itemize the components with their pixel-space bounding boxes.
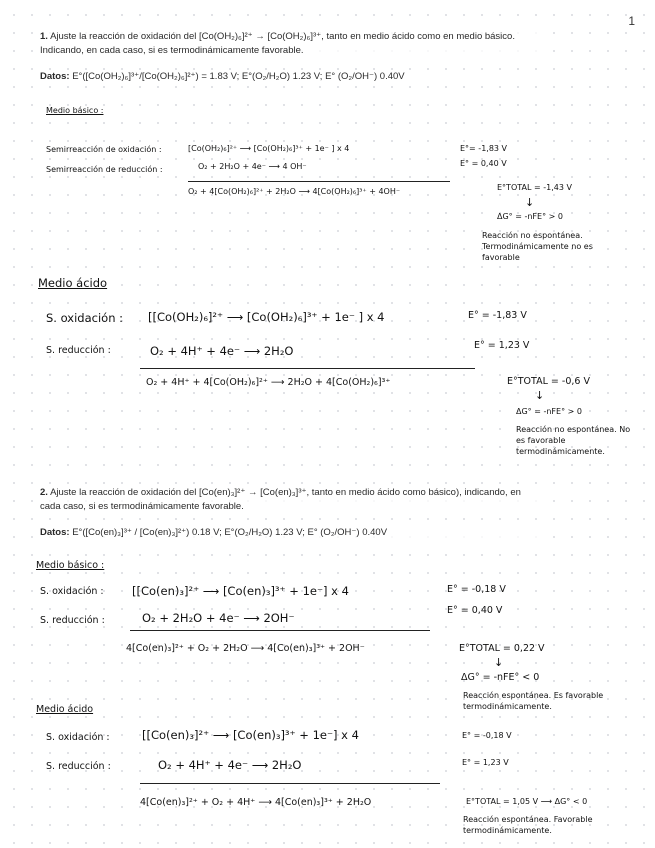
ex2-acid-header: Medio ácido: [36, 704, 94, 715]
ex1-basic-total-potential: E°TOTAL = -1,43 V: [497, 183, 572, 192]
down-arrow-icon: ↓: [525, 196, 535, 209]
ex2-basic-total-eq: 4[Co(en)₃]²⁺ + O₂ + 2H₂O ⟶ 4[Co(en)₃]³⁺ + 2OH⁻: [126, 643, 365, 654]
ex2-acid-ox-eq: [[Co(en)₃]²⁺ ⟶ [Co(en)₃]³⁺ + 1e⁻] x 4: [142, 728, 359, 742]
page-number: 1: [628, 14, 635, 28]
down-arrow-icon: ↓: [535, 389, 545, 402]
ex1-basic-ox-label: Semirreacción de oxidación :: [46, 145, 162, 154]
ex1-acid-ox-label: S. oxidación :: [46, 311, 124, 325]
ex2-basic-red-eq: O₂ + 2H₂O + 4e⁻ ⟶ 2OH⁻: [142, 611, 295, 625]
ex2-acid-red-label: S. reducción :: [46, 761, 111, 772]
ex2-basic-ox-eq: [[Co(en)₃]²⁺ ⟶ [Co(en)₃]³⁺ + 1e⁻] x 4: [132, 584, 349, 598]
exercise-1-statement: [40, 30, 540, 58]
ex2-acid-ox-label: S. oxidación :: [46, 732, 110, 743]
ex2-basic-header: Medio básico :: [36, 560, 105, 571]
ex1-basic-ox-eq: [Co(OH₂)₆]²⁺ ⟶ [Co(OH₂)₆]³⁺ + 1e⁻ ] x 4: [188, 144, 350, 153]
exercise-2-text: Ajuste la reacción de oxidación del [Co(en)₃]²⁺ → [Co(en)₃]³⁺, tanto en medio ácido como básico), indicando, en cada caso, si es termodinámicamente favorable.: [40, 487, 521, 512]
exercise-2-data-label: Datos:: [40, 527, 70, 538]
exercise-2-statement: [40, 486, 540, 514]
ex1-acid-sum-line: [140, 368, 475, 369]
ex2-basic-red-potential: E° = 0,40 V: [447, 605, 503, 616]
exercise-2-number: 2.: [40, 487, 48, 498]
exercise-2-data: [40, 526, 540, 540]
ex1-acid-red-potential: E° = 1,23 V: [474, 340, 530, 351]
ex1-basic-conclusion: Reacción no espontánea. Termodinámicamente no es favorable: [482, 231, 593, 262]
exercise-2-data-text: E°([Co(en)₃]³⁺ / [Co(en)₃]²⁺) 0.18 V; E°(O₂/H₂O) 1.23 V; E° (O₂/OH⁻) 0.40V: [72, 527, 388, 538]
ex2-basic-ox-label: S. oxidación :: [40, 586, 104, 597]
ex1-basic-gibbs: ΔG° = -nFE° > 0: [497, 212, 563, 221]
ex2-basic-sum-line: [130, 630, 430, 631]
ex1-acid-total-eq: O₂ + 4H⁺ + 4[Co(OH₂)₆]²⁺ ⟶ 2H₂O + 4[Co(OH₂)₆]³⁺: [146, 377, 391, 388]
ex2-acid-sum-line: [140, 783, 440, 784]
ex1-basic-total-eq: O₂ + 4[Co(OH₂)₆]²⁺ + 2H₂O ⟶ 4[Co(OH₂)₆]³⁺ + 4OH⁻: [188, 187, 401, 196]
down-arrow-icon: ↓: [494, 656, 504, 669]
ex2-basic-conclusion: Reacción espontánea. Es favorable termodinámicamente.: [463, 691, 604, 711]
ex1-acid-conclusion: Reacción no espontánea. No es favorable termodinámicamente.: [516, 425, 631, 456]
ex2-acid-red-eq: O₂ + 4H⁺ + 4e⁻ ⟶ 2H₂O: [158, 758, 302, 772]
ex1-acid-header: Medio ácido: [38, 276, 108, 290]
ex1-acid-red-label: S. reducción :: [46, 345, 111, 356]
exercise-1-data-text: E°([Co(OH₂)₆]³⁺/[Co(OH₂)₆]²⁺) = 1.83 V; E°(O₂/H₂O) 1.23 V; E° (O₂/OH⁻) 0.40V: [72, 71, 405, 82]
ex1-acid-gibbs: ΔG° = -nFE° > 0: [516, 407, 582, 416]
ex1-basic-header: Medio básico :: [46, 106, 104, 115]
ex2-basic-gibbs: ΔG° = -nFE° < 0: [461, 672, 540, 683]
ex2-acid-red-potential: E° = 1,23 V: [462, 758, 509, 767]
exercise-1-number: 1.: [40, 31, 48, 42]
exercise-1-data-label: Datos:: [40, 71, 70, 82]
ex2-acid-conclusion: Reacción espontánea. Favorable termodinámicamente.: [463, 815, 593, 835]
ex2-basic-ox-potential: E° = -0,18 V: [447, 584, 506, 595]
exercise-1-text: Ajuste la reacción de oxidación del [Co(OH₂)₆]²⁺ → [Co(OH₂)₆]³⁺, tanto en medio ácido como en medio básico. Indicando, en cada caso, si es termodinámicamente favorable.: [40, 31, 515, 56]
ex1-basic-ox-potential: E°= -1,83 V: [460, 144, 508, 153]
ex2-basic-red-label: S. reducción :: [40, 615, 105, 626]
ex1-basic-red-potential: E° = 0,40 V: [460, 159, 507, 168]
ex1-acid-total-potential: E°TOTAL = -0,6 V: [507, 376, 590, 387]
ex2-basic-total-potential: E°TOTAL = 0,22 V: [459, 643, 545, 654]
ex1-basic-red-label: Semirreacción de reducción :: [46, 165, 163, 174]
exercise-1-data: [40, 70, 540, 84]
ex2-acid-total-potential: E°TOTAL = 1,05 V ⟶ ΔG° < 0: [466, 797, 588, 806]
ex1-acid-red-eq: O₂ + 4H⁺ + 4e⁻ ⟶ 2H₂O: [150, 344, 294, 358]
ex1-basic-red-eq: O₂ + 2H₂O + 4e⁻ ⟶ 4 OH⁻: [198, 162, 307, 171]
ex2-acid-total-eq: 4[Co(en)₃]²⁺ + O₂ + 4H⁺ ⟶ 4[Co(en)₃]³⁺ + 2H₂O: [140, 797, 372, 808]
ex1-acid-ox-potential: E° = -1,83 V: [468, 310, 527, 321]
ex1-basic-sum-line: [188, 181, 450, 182]
ex2-acid-ox-potential: E° = -0,18 V: [462, 731, 512, 740]
ex1-acid-ox-eq: [[Co(OH₂)₆]²⁺ ⟶ [Co(OH₂)₆]³⁺ + 1e⁻ ] x 4: [148, 310, 385, 324]
